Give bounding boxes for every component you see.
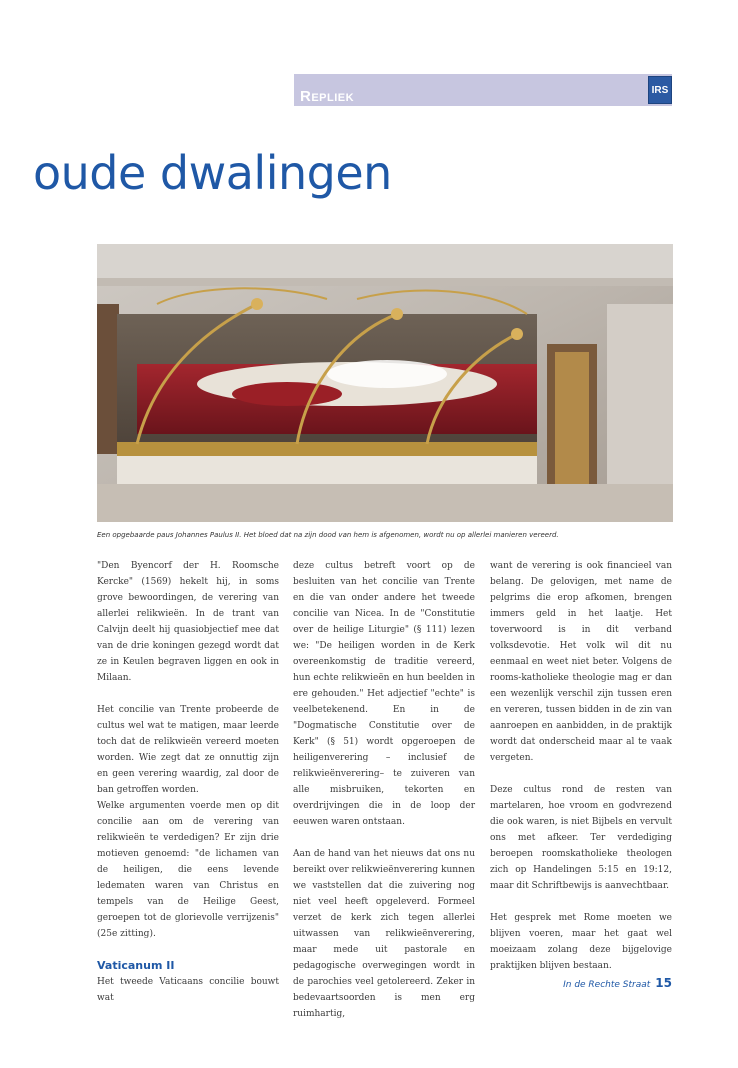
subheading-vaticanum: Vaticanum II [97, 959, 175, 972]
paragraph: Welke argumenten voerde men op dit concilie aan om de verering van relikwieën te verdedigen? Er zijn drie motieven genoemd: "de lichamen van de heiligen, die eens levende ledematen waren van Christus en tempels van de Heilige Geest, geroepen tot de glorievolle verrijzenis" (25e zitting). [97, 801, 279, 939]
text-column-3 [490, 558, 672, 990]
paragraph: "Den Byencorf der H. Roomsche Kercke" (1569) hekelt hij, in soms grove bewoordingen, de verering van allerlei relikwieën. In de trant van Calvijn deelt hij quasiobjectief mee dat van de drie koningen gezegd wordt dat ze in Keulen begraven liggen en ook in Milaan. [97, 561, 279, 683]
text-column-1 [97, 558, 279, 1022]
page-footer [563, 976, 672, 990]
paragraph: Het gesprek met Rome moeten we blijven voeren, maar het gaat wel moeizaam zolang deze bijgelovige praktijken blijven bestaan. [490, 913, 672, 971]
article-headline: oude dwalingen [33, 146, 392, 200]
paragraph: Aan de hand van het nieuws dat ons nu bereikt over relikwieënverering kunnen we vaststellen dat die zuivering nog niet veel heeft opgeleverd. Formeel verzet de kerk zich tegen allerlei uitwassen van relikwieënverering, maar mede uit pastorale en pedagogische overwegingen wordt in de parochies veel getolereerd. Zeker in bedevaartsoorden is men erg ruimhartig, [293, 849, 475, 1019]
paragraph: Het concilie van Trente probeerde de cultus wel wat te matigen, maar leerde toch dat de relikwieën vereerd moeten worden. Wie zegt dat ze onnuttig zijn en geen verering waardig, zal door de ban getroffen worden. [97, 705, 279, 795]
paragraph: Deze cultus rond de resten van martelaren, hoe vroom en godvrezend die ook waren, is niet Bijbels en vervult ons met afkeer. Ter verdediging beroepen roomskatholieke theologen zich op Handelingen 5:15 en 19:12, maar dit Schriftbewijs is aanvechtbaar. [490, 785, 672, 891]
article-photo [97, 244, 673, 522]
magazine-title: In de Rechte Straat [563, 980, 651, 990]
reliquary-photo-illustration [97, 244, 673, 522]
paragraph: Het tweede Vaticaans concilie bouwt wat [97, 977, 279, 1003]
section-label: Repliek [300, 88, 355, 105]
photo-caption: Een opgebaarde paus Johannes Paulus II. Het bloed dat na zijn dood van hem is afgenomen, wordt nu op allerlei manieren vereerd. [97, 531, 559, 539]
text-column-2 [293, 558, 475, 1038]
page-number: 15 [655, 976, 672, 990]
paragraph: deze cultus betreft voort op de besluiten van het concilie van Trente en die van onder andere het tweede concilie van Nicea. In de "Constitutie over de heilige Liturgie" (§ 111) lezen we: "De heiligen worden in de Kerk overeenkomstig de traditie vereerd, hun echte relikwieën en hun beelden in ere gehouden." Het adjectief "echte" is veelbetekenend. En in de "Dogmatische Constitutie over de Kerk" (§ 51) wordt opgeroepen de heiligenverering – inclusief de relikwieënverering– te zuiveren van alle misbruiken, tekorten en overdrijvingen die in de loop der eeuwen waren ontstaan. [293, 561, 475, 827]
paragraph: want de verering is ook financieel van belang. De gelovigen, met name de pelgrims die erop afkomen, brengen immers geld in het laatje. Het toverwoord is in dit verband volksdevotie. Het volk wil dit nu eenmaal en weet niet beter. Volgens de rooms-katholieke theologie mag er dan een wezenlijk verschil zijn tussen eren en vereren, tussen bidden in de zin van aanroepen en aanbidden, in de praktijk wordt dat onderscheid maar al te vaak vergeten. [490, 561, 672, 763]
irs-logo: IRS [648, 76, 672, 104]
